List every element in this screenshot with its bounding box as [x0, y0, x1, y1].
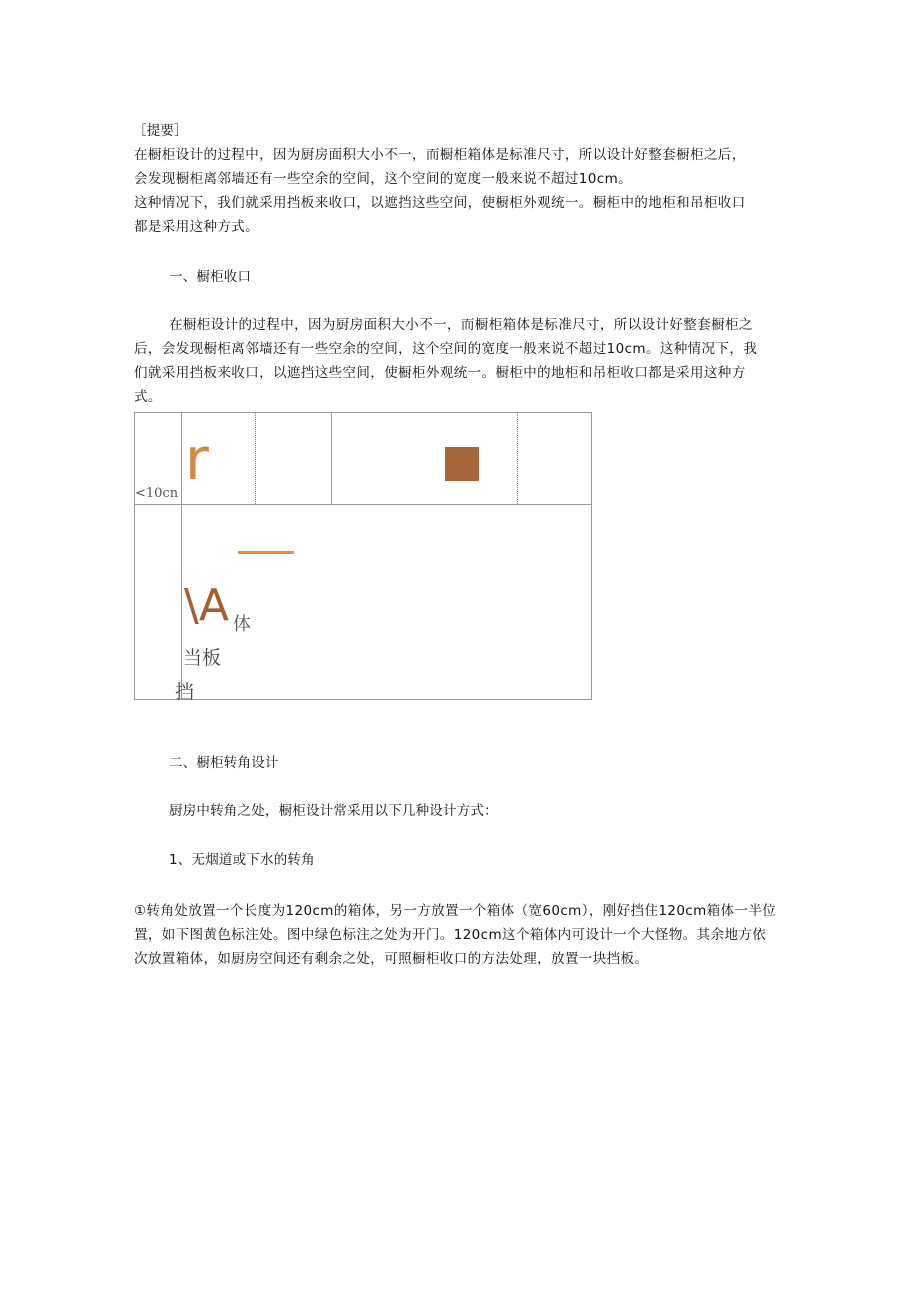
summary-label: ［提要］ — [133, 123, 188, 139]
section1-heading: 一、橱柜收口 — [169, 269, 252, 285]
section2-heading: 二、橱柜转角设计 — [169, 755, 279, 771]
subsection1-line: ①转角处放置一个长度为120cm的箱体，另一方放置一个箱体（宽60cm），刚好挡住120cm箱体一半位 — [134, 903, 777, 919]
section2-intro: 厨房中转角之处，橱柜设计常采用以下几种设计方式： — [169, 803, 498, 819]
diagram-filler-line — [181, 413, 182, 699]
diagram-dotted-line — [517, 413, 518, 504]
width-label: <10cn — [135, 486, 179, 501]
diagram-dotted-line — [255, 413, 256, 504]
orange-glyph-r: r — [185, 425, 209, 493]
section1-line: 们就采用挡板来收口，以遮挡这些空间，使橱柜外观统一。橱柜中的地柜和吊柜收口都是采用这种方 — [134, 365, 746, 381]
subsection1-heading: 1、无烟道或下水的转角 — [169, 852, 315, 868]
section1-line: 后，会发现橱柜离邻墙还有一些空余的空间，这个空间的宽度一般来说不超过10cm。这种情况下，我 — [134, 341, 758, 357]
summary-line: 会发现橱柜离邻墙还有一些空余的空间，这个空间的宽度一般来说不超过10cm。 — [134, 171, 633, 187]
subsection1-line: 置，如下图黄色标注处。图中绿色标注之处为开门。120cm这个箱体内可设计一个大怪物。其余地方依 — [134, 927, 767, 943]
section1-line: 在橱柜设计的过程中，因为厨房面积大小不一，而橱柜箱体是标准尺寸，所以设计好整套橱柜之 — [169, 317, 753, 333]
cabinet-closure-diagram — [134, 412, 592, 700]
cut-off-glyph: 挡 — [175, 681, 195, 700]
cut-off-label — [175, 677, 194, 700]
summary-paragraph — [134, 143, 746, 239]
summary-line: 在橱柜设计的过程中，因为厨房面积大小不一，而橱柜箱体是标准尺寸，所以设计好整套橱柜之后， — [134, 147, 746, 163]
baffle-board-label: 当板 — [183, 647, 222, 669]
subsection1-paragraph — [134, 899, 776, 971]
section1-line: 式。 — [134, 389, 162, 405]
brown-square-mark — [445, 447, 479, 481]
subsection1-line: 次放置箱体，如厨房空间还有剩余之处，可照橱柜收口的方法处理，放置一块挡板。 — [134, 951, 649, 967]
summary-line: 这种情况下，我们就采用挡板来收口，以遮挡这些空间，使橱柜外观统一。橱柜中的地柜和吊柜收口 — [134, 195, 746, 211]
section1-paragraph — [134, 313, 757, 409]
cabinet-body-label: 体 — [233, 614, 251, 635]
brown-glyph-a: \A — [184, 580, 229, 631]
summary-line: 都是采用这种方式。 — [134, 219, 260, 235]
orange-dash-mark — [238, 551, 294, 554]
diagram-divider — [135, 504, 591, 505]
diagram-cell-line — [331, 413, 332, 504]
